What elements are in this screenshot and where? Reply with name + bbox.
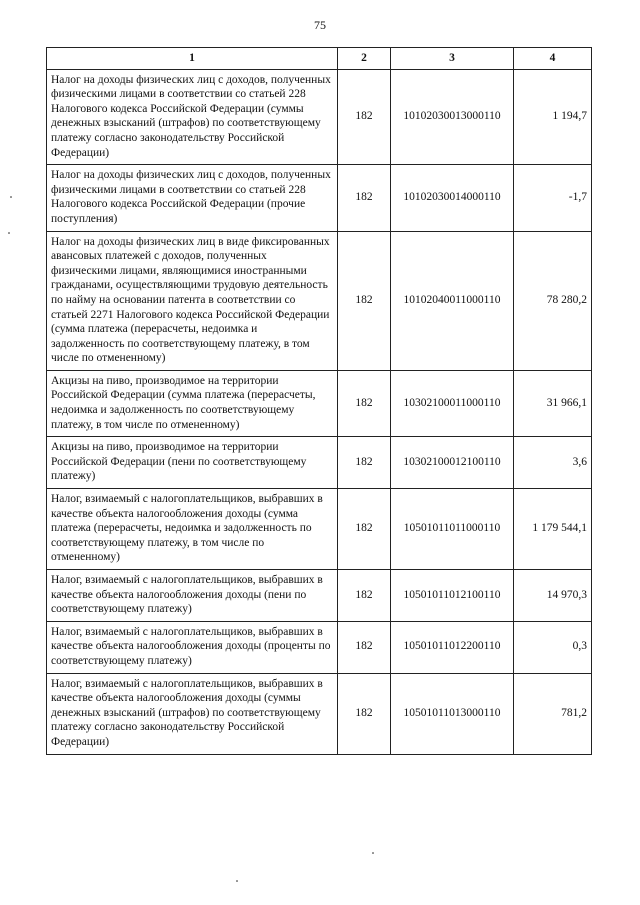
admin-code: 182	[338, 437, 391, 489]
budget-classification-code: 10501011012200110	[391, 621, 514, 673]
table-row	[47, 69, 592, 165]
table-row	[47, 570, 592, 622]
budget-classification-code: 10302100012100110	[391, 437, 514, 489]
amount: 1 194,7	[514, 69, 592, 165]
scan-speck	[10, 196, 12, 198]
amount: 14 970,3	[514, 570, 592, 622]
page-number: 75	[314, 18, 326, 32]
revenue-table	[46, 47, 592, 755]
header-col-1: 1	[47, 48, 338, 70]
revenue-name: Акцизы на пиво, производимое на территории Российской Федерации (сумма платежа (перерасчеты, недоимка и задолженность по соответствующему платежу, в том числе по отмененному)	[47, 370, 338, 436]
admin-code: 182	[338, 673, 391, 754]
amount: -1,7	[514, 165, 592, 231]
budget-classification-code: 10501011012100110	[391, 570, 514, 622]
scan-speck	[8, 232, 10, 234]
amount: 0,3	[514, 621, 592, 673]
budget-classification-code: 10102040011000110	[391, 231, 514, 370]
table-row	[47, 231, 592, 370]
revenue-name: Налог на доходы физических лиц с доходов, полученных физическими лицами в соответствии со статьей 228 Налогового кодекса Российской Федерации (суммы денежных взысканий (штрафов) по соответствующему платежу согласно законодательству Российской Федерации)	[47, 69, 338, 165]
table-header-row	[47, 48, 592, 70]
revenue-name: Налог, взимаемый с налогоплательщиков, выбравших в качестве объекта налогообложения доходы (сумма платежа (перерасчеты, недоимка и задолженность по соответствующему платежу, в том числе по отмененному)	[47, 489, 338, 570]
admin-code: 182	[338, 165, 391, 231]
revenue-name: Акцизы на пиво, производимое на территории Российской Федерации (пени по соответствующему платежу)	[47, 437, 338, 489]
budget-classification-code: 10102030013000110	[391, 69, 514, 165]
revenue-name: Налог, взимаемый с налогоплательщиков, выбравших в качестве объекта налогообложения доходы (суммы денежных взысканий (штрафов) по соответствующему платежу согласно законодательству Российской Федерации)	[47, 673, 338, 754]
scan-speck	[372, 852, 374, 854]
admin-code: 182	[338, 570, 391, 622]
amount: 3,6	[514, 437, 592, 489]
admin-code: 182	[338, 69, 391, 165]
budget-classification-code: 10501011013000110	[391, 673, 514, 754]
budget-classification-code: 10501011011000110	[391, 489, 514, 570]
table-row	[47, 165, 592, 231]
admin-code: 182	[338, 621, 391, 673]
amount: 1 179 544,1	[514, 489, 592, 570]
revenue-name: Налог, взимаемый с налогоплательщиков, выбравших в качестве объекта налогообложения доходы (пени по соответствующему платежу)	[47, 570, 338, 622]
revenue-name: Налог, взимаемый с налогоплательщиков, выбравших в качестве объекта налогообложения доходы (проценты по соответствующему платежу)	[47, 621, 338, 673]
revenue-name: Налог на доходы физических лиц в виде фиксированных авансовых платежей с доходов, полученных физическими лицами, являющимися иностранными гражданами, осуществляющими трудовую деятельность по найму на основании патента в соответствии со статьей 2271 Налогового кодекса Российской Федерации (сумма платежа (перерасчеты, недоимка и задолженность по соответствующему платежу, в том числе по отмененному)	[47, 231, 338, 370]
amount: 78 280,2	[514, 231, 592, 370]
admin-code: 182	[338, 489, 391, 570]
revenue-name: Налог на доходы физических лиц с доходов, полученных физическими лицами в соответствии со статьей 228 Налогового кодекса Российской Федерации (прочие поступления)	[47, 165, 338, 231]
table-row	[47, 437, 592, 489]
table-row	[47, 621, 592, 673]
header-col-3: 3	[391, 48, 514, 70]
budget-classification-code: 10102030014000110	[391, 165, 514, 231]
budget-classification-code: 10302100011000110	[391, 370, 514, 436]
header-col-2: 2	[338, 48, 391, 70]
table-row	[47, 370, 592, 436]
table-row	[47, 673, 592, 754]
table-row	[47, 489, 592, 570]
amount: 781,2	[514, 673, 592, 754]
admin-code: 182	[338, 231, 391, 370]
amount: 31 966,1	[514, 370, 592, 436]
scan-speck	[236, 880, 238, 882]
admin-code: 182	[338, 370, 391, 436]
header-col-4: 4	[514, 48, 592, 70]
